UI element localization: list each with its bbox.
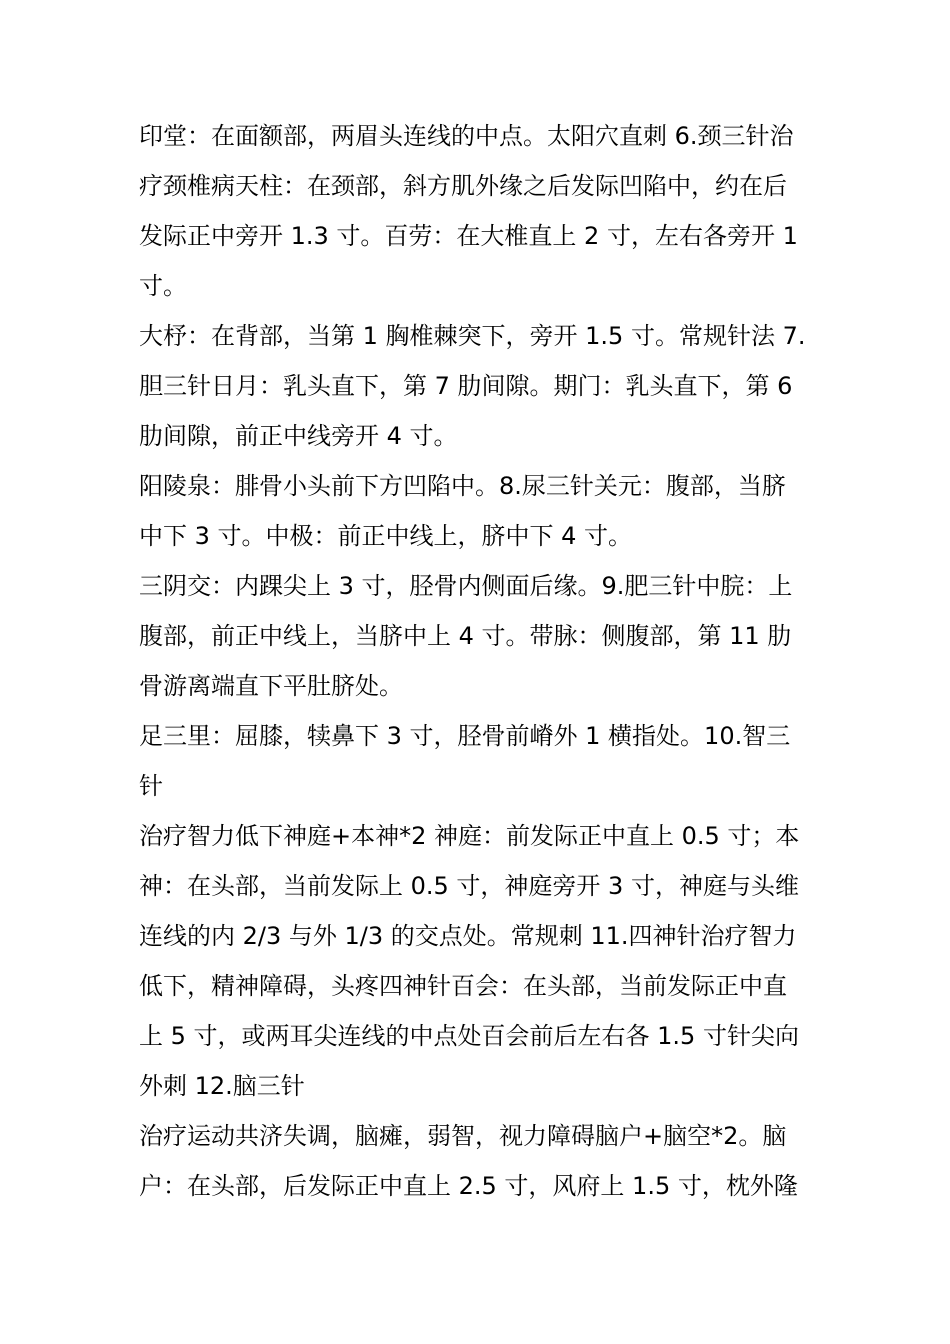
paragraph-naosanzhen <box>139 1111 811 1211</box>
text-line: 三阴交：内踝尖上 3 寸，胫骨内侧面后缘。9.肥三针中脘：上 <box>139 572 793 600</box>
text-line: 阳陵泉：腓骨小头前下方凹陷中。8.尿三针关元：腹部，当脐 <box>139 472 786 500</box>
text-line: 疗颈椎病天柱：在颈部，斜方肌外缘之后发际凹陷中，约在后 <box>139 172 787 200</box>
text-line: 骨游离端直下平肚脐处。 <box>139 672 403 700</box>
paragraph-sanyinjiao <box>139 561 811 711</box>
text-line: 户：在头部，后发际正中直上 2.5 寸，风府上 1.5 寸，枕外隆 <box>139 1172 798 1200</box>
text-line: 足三里：屈膝，犊鼻下 3 寸，胫骨前嵴外 1 横指处。10.智三 <box>139 722 791 750</box>
text-line: 治疗智力低下神庭+本神*2 神庭：前发际正中直上 0.5 寸；本 <box>139 822 800 850</box>
text-line: 针 <box>139 772 163 800</box>
text-line: 神：在头部，当前发际上 0.5 寸，神庭旁开 3 寸，神庭与头维 <box>139 872 799 900</box>
text-line: 低下，精神障碍，头疼四神针百会：在头部，当前发际正中直 <box>139 972 787 1000</box>
paragraph-dazhu <box>139 311 811 461</box>
text-line: 大杼：在背部，当第 1 胸椎棘突下，旁开 1.5 寸。常规针法 7. <box>139 322 806 350</box>
text-line: 腹部，前正中线上，当脐中上 4 寸。带脉：侧腹部，第 11 肋 <box>139 622 792 650</box>
text-line: 寸。 <box>139 272 187 300</box>
text-line: 发际正中旁开 1.3 寸。百劳：在大椎直上 2 寸，左右各旁开 1 <box>139 222 798 250</box>
paragraph-yanglingquan <box>139 461 811 561</box>
text-line: 肋间隙，前正中线旁开 4 寸。 <box>139 422 458 450</box>
text-line: 治疗运动共济失调，脑瘫，弱智，视力障碍脑户+脑空*2。脑 <box>139 1122 787 1150</box>
text-line: 上 5 寸，或两耳尖连线的中点处百会前后左右各 1.5 寸针尖向 <box>139 1022 799 1050</box>
text-line: 胆三针日月：乳头直下，第 7 肋间隙。期门：乳头直下，第 6 <box>139 372 793 400</box>
text-line: 中下 3 寸。中极：前正中线上，脐中下 4 寸。 <box>139 522 633 550</box>
paragraph-yintang <box>139 111 811 311</box>
paragraph-zhisanzhen <box>139 811 811 1111</box>
text-line: 印堂：在面额部，两眉头连线的中点。太阳穴直刺 6.颈三针治 <box>139 122 794 150</box>
document-body <box>139 111 811 1211</box>
paragraph-zusanli <box>139 711 811 811</box>
text-line: 连线的内 2/3 与外 1/3 的交点处。常规刺 11.四神针治疗智力 <box>139 922 797 950</box>
text-line: 外刺 12.脑三针 <box>139 1072 305 1100</box>
